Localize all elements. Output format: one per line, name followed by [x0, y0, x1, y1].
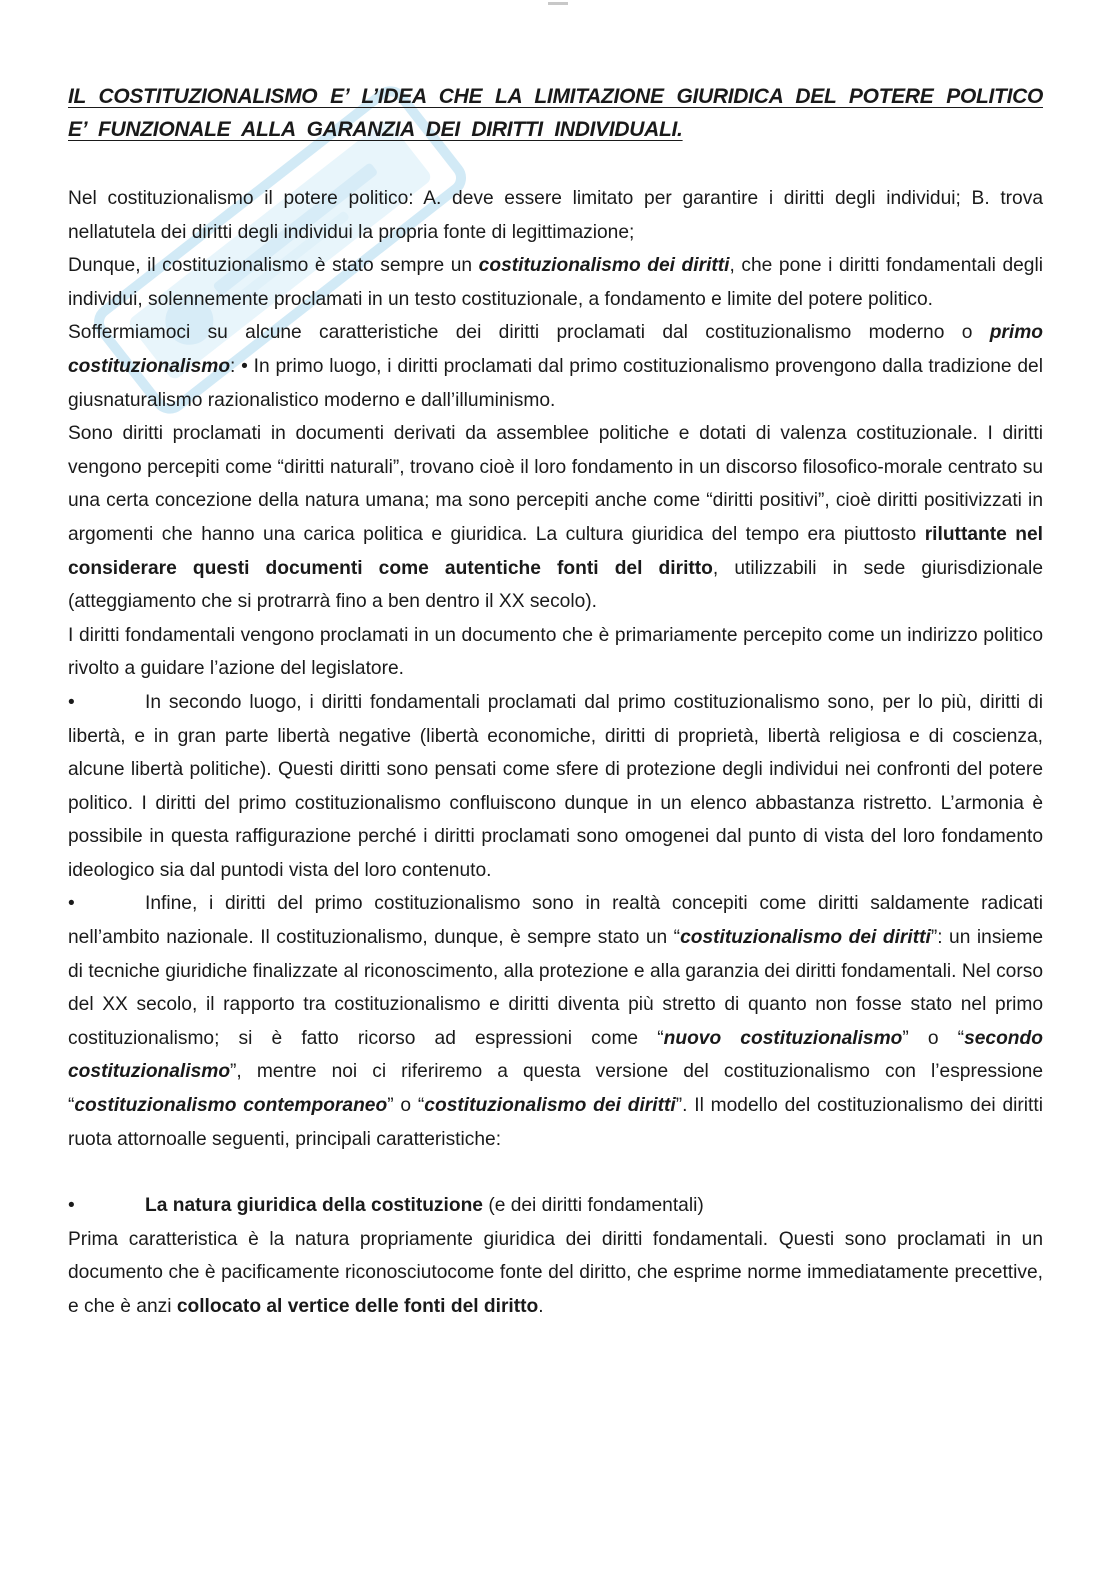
title-line-1: IL COSTITUZIONALISMO E’ L’IDEA CHE LA LIMITAZIONE GIURIDICA DEL POTERE POLITICO — [68, 85, 1043, 108]
bold-phrase: collocato al vertice delle fonti del diritto — [176, 1296, 539, 1317]
text-run: Dunque, il costituzionalismo è stato sempre un — [68, 255, 479, 277]
text-run: (e dei diritti fondamentali) — [482, 1195, 704, 1217]
emphasis-term: costituzionalismo dei diritti — [478, 255, 730, 277]
title-line-2: E’ FUNZIONALE ALLA GARANZIA DEI DIRITTI INDIVIDUALI. — [68, 118, 683, 141]
emphasis-term: costituzionalismo dei diritti — [424, 1095, 676, 1117]
text-run: ”. Il modello del costituzionalismo dei diritti ruota attornoalle seguenti, principali caratteristiche: — [68, 1095, 1043, 1150]
emphasis-term: primo costituzionalismo — [68, 322, 1043, 377]
text-run: : • In primo luogo, i diritti proclamati dal primo costituzionalismo provengono dalla tradizione del giusnaturalismo razionalistico moderno e dall’illuminismo. — [68, 355, 1043, 411]
paragraph-intro — [68, 182, 1043, 249]
emphasis-term: costituzionalismo dei diritti — [680, 927, 931, 949]
text-run: , utilizzabili in sede giurisdizionale (atteggiamento che si protrarrà fino a ben dentro il XX secolo). — [68, 557, 1043, 613]
text-run: In secondo luogo, i diritti fondamentali proclamati dal primo costituzionalismo sono, per lo più, diritti di libertà, e in gran parte libertà negative (libertà economiche, diritti di proprietà, libertà religiosa e di coscienza, alcune libertà politiche). Questi diritti sono pensati come sfere di protezione degli individui nei confronti del potere politico. I diritti del primo costituzionalismo confluiscono dunque in un elenco abbastanza ristretto. L’armonia è possibile in questa raffigurazione perché i diritti proclamati sono omogenei dal punto di vista del loro fondamento ideologico sia dal puntodi vista del loro contenuto. — [68, 691, 1043, 881]
paragraph-secondo-luogo — [68, 686, 1043, 888]
paragraph-dunque — [68, 249, 1043, 316]
emphasis-term: secondo costituzionalismo — [68, 1027, 1043, 1083]
text-run: Sono diritti proclamati in documenti derivati da assemblee politiche e dotati di valenza costituzionale. I diritti vengono percepiti come “diritti naturali”, trovano cioè il loro fondamento in un discorso filosofico-morale centrato su una certa concezione della natura umana; ma sono percepiti anche come “diritti positivi”, cioè diritti positivizzati in argomenti che hanno una carica politica e giuridica. La cultura giuridica del tempo era piuttosto — [68, 423, 1043, 545]
paragraph-infine — [68, 887, 1043, 1156]
text-run: ”: un insieme di tecniche giuridiche finalizzate al riconoscimento, alla protezione e alla garanzia dei diritti fondamentali. Nel corso del XX secolo, il rapporto tra costituzionalismo e diritti diventa più stretto di quanto non fosse stato nel primo costituzionalismo; si è fatto ricorso ad espressioni come “ — [68, 927, 1043, 1049]
paragraph-documenti — [68, 417, 1043, 619]
text-run: ”, mentre noi ci riferiremo a questa versione del costituzionalismo con l’espressione “ — [68, 1061, 1043, 1117]
bullet-icon: • — [68, 691, 75, 713]
text-run: , che pone i diritti fondamentali degli individui, solennemente proclamati in un testo costituzionale, a fondamento e limite del potere politico. — [68, 255, 1043, 310]
emphasis-term: costituzionalismo contemporaneo — [74, 1095, 388, 1117]
bold-phrase: riluttante nel considerare questi documenti come autentiche fonti del diritto — [68, 523, 1043, 579]
text-run: Soffermiamoci su alcune caratteristiche dei diritti proclamati dal costituzionalismo moderno o — [68, 322, 990, 344]
emphasis-term: nuovo costituzionalismo — [663, 1027, 903, 1049]
page-header-mark — [548, 2, 568, 5]
spacer — [68, 1156, 1043, 1189]
text-run: Infine, i diritti del primo costituzionalismo sono in realtà concepiti come diritti saldamente radicati nell’ambito nazionale. Il costituzionalismo, dunque, è sempre stato un “ — [68, 893, 1043, 949]
bold-phrase: La natura giuridica della costituzione — [145, 1195, 483, 1217]
paragraph-prima-caratteristica — [68, 1223, 1043, 1324]
text-run: ” o “ — [902, 1027, 965, 1049]
text-run: Nel costituzionalismo il potere politico: A. deve essere limitato per garantire i diritti degli individui; B. trova nellatutela dei diritti degli individui la propria fonte di legittimazione; — [68, 188, 1043, 243]
document-page — [68, 80, 1043, 1324]
paragraph-indirizzo — [68, 619, 1043, 686]
bullet-icon: • — [68, 893, 75, 915]
section-heading-natura-giuridica — [68, 1189, 1043, 1223]
paragraph-soffermiamoci — [68, 316, 1043, 417]
document-title — [68, 80, 1043, 146]
text-run: ” o “ — [387, 1095, 425, 1117]
text-run: Prima caratteristica è la natura propriamente giuridica dei diritti fondamentali. Questi sono proclamati in un documento che è pacificamente riconosciutocome fonte del diritto, che esprime norme immediatamente precettive, e che è anzi — [68, 1228, 1043, 1317]
text-run: I diritti fondamentali vengono proclamati in un documento che è primariamente percepito come un indirizzo politico rivolto a guidare l’azione del legislatore. — [68, 624, 1043, 680]
bullet-icon: • — [68, 1195, 75, 1217]
text-run: . — [538, 1296, 544, 1317]
